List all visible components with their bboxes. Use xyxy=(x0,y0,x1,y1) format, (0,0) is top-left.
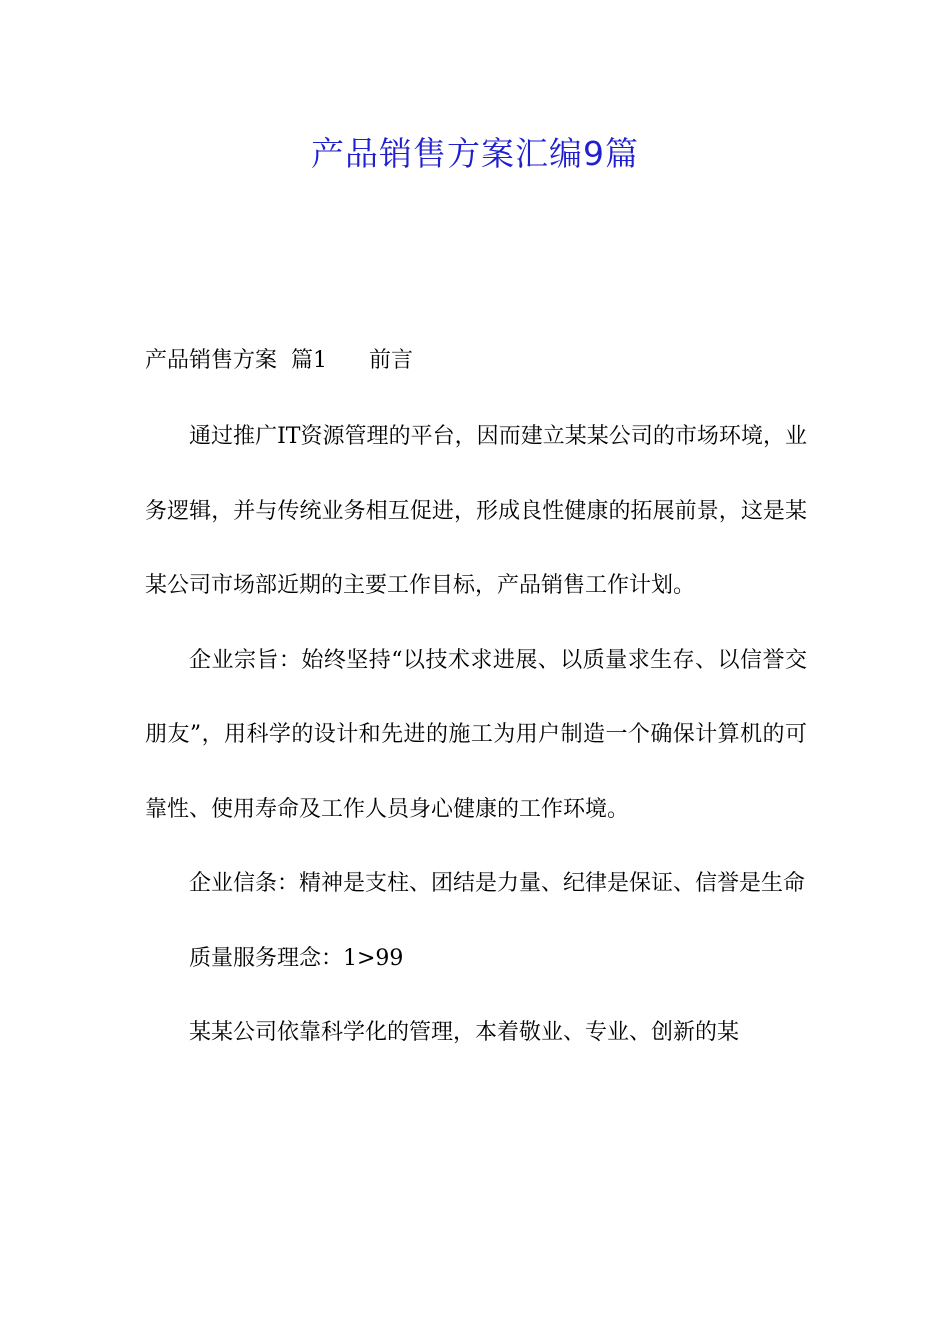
paragraph-quality: 质量服务理念：1>99 xyxy=(189,945,404,971)
section-heading: 产品销售方案 篇1 前言 xyxy=(145,348,413,373)
paragraph-intro: 通过推广IT资源管理的平台，因而建立某某公司的市场环境，业务逻辑，并与传统业务相互促进，形成良性健康的拓展前景，这是某某公司市场部近期的主要工作目标，产品销售工作计划。 xyxy=(145,424,807,598)
paragraph-mission: 企业宗旨：始终坚持“以技术求进展、以质量求生存、以信誉交朋友”，用科学的设计和先进的施工为用户制造一个确保计算机的可靠性、使用寿命及工作人员身心健康的工作环境。 xyxy=(145,647,807,822)
paragraph-creed: 企业信条：精神是支柱、团结是力量、纪律是保证、信誉是生命 xyxy=(189,871,806,896)
paragraph-management: 某某公司依靠科学化的管理，本着敬业、专业、创新的某 xyxy=(189,1020,740,1045)
document-title: 产品销售方案汇编9篇 xyxy=(311,134,639,173)
document-body xyxy=(145,400,807,1071)
